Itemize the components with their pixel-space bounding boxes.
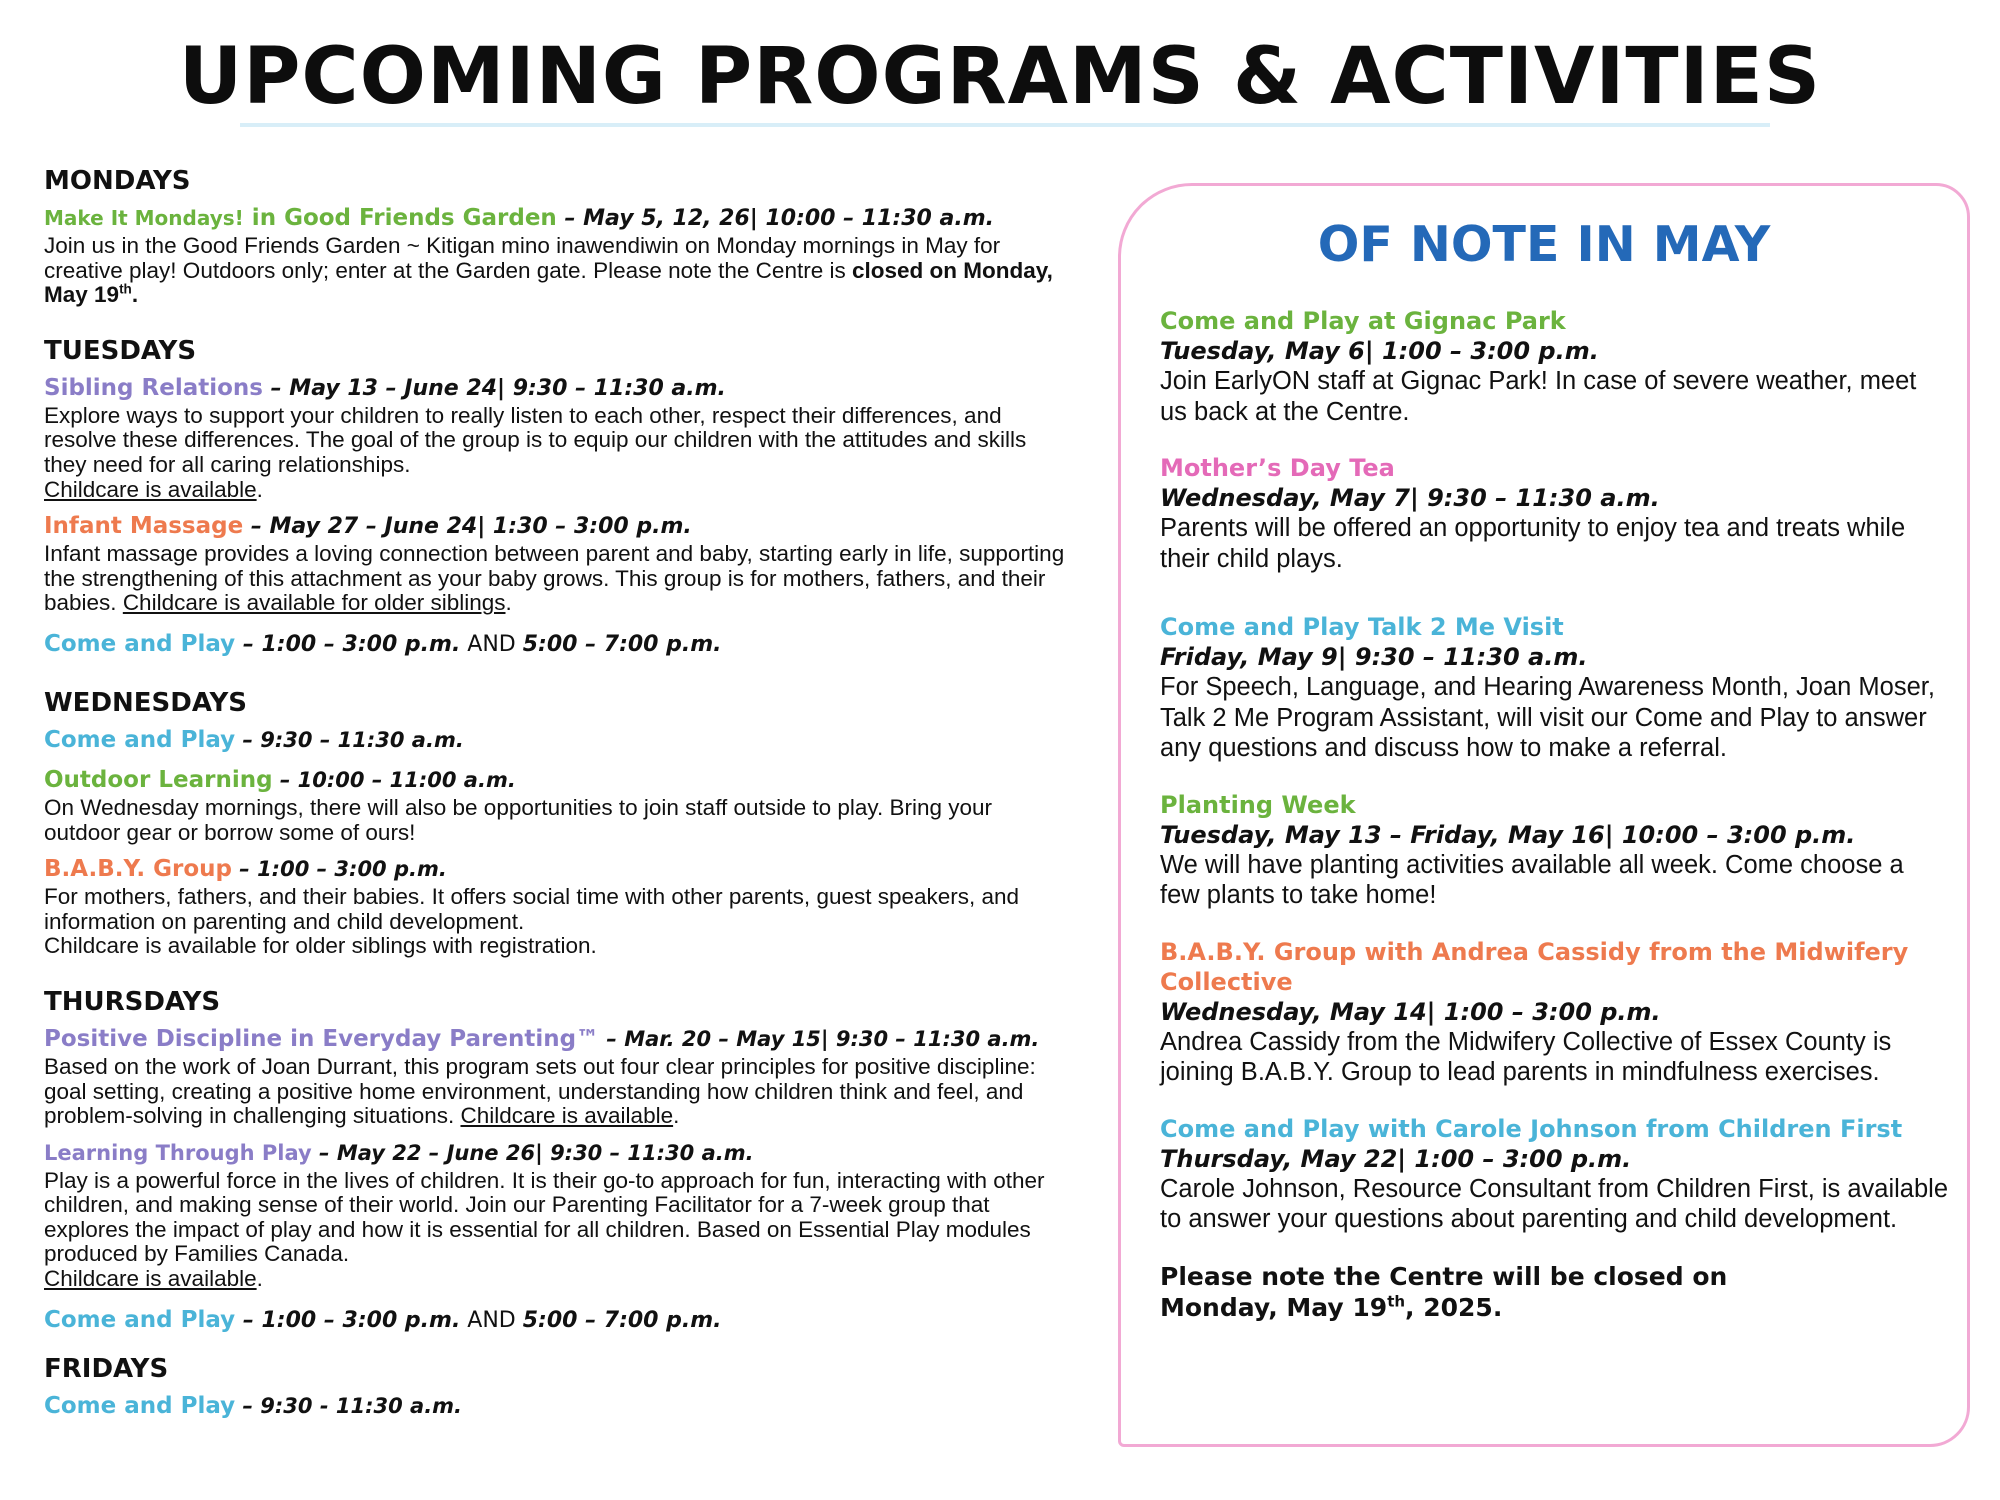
program-come-and-play-wed xyxy=(44,724,1074,756)
program-date: – May 5, 12, 26| 10:00 – 11:30 a.m. xyxy=(556,206,994,231)
note-item-date: Wednesday, May 14| 1:00 – 3:00 p.m. xyxy=(1160,997,1661,1026)
note-item xyxy=(1160,306,1950,427)
note-item-description: Parents will be offered an opportunity to enjoy tea and treats while their child plays. xyxy=(1160,514,1906,573)
program-name: Come and Play xyxy=(44,1306,236,1333)
program-description: Based on the work of Joan Durrant, this program sets out four clear principles for positive discipline: goal setting, creating a positive home environment, understanding how children think and feel, and problem-solving in challenging situations. Childcare is available. xyxy=(44,1053,1036,1129)
program-come-and-play-fri xyxy=(44,1390,1074,1422)
childcare-link[interactable]: Childcare is available for older siblings xyxy=(122,590,506,616)
note-item xyxy=(1160,1114,1950,1235)
program-description: For mothers, fathers, and their babies. It offers social time with other parents, guest speakers, and information on parenting and child development. Childcare is available for older siblings with registration. xyxy=(44,884,1020,959)
title-divider xyxy=(240,123,1770,127)
childcare-link[interactable]: Childcare is available xyxy=(44,476,257,502)
program-date: – May 13 – June 24| 9:30 – 11:30 a.m. xyxy=(262,375,726,401)
page-title: UPCOMING PROGRAMS & ACTIVITIES xyxy=(178,32,1822,122)
note-item xyxy=(1160,453,1950,574)
program-learning-through-play xyxy=(44,1137,1074,1292)
program-infant-massage xyxy=(44,510,1074,616)
day-heading-tuesdays: TUESDAYS xyxy=(44,335,197,366)
program-name: Positive Discipline in Everyday Parenting™ xyxy=(44,1025,600,1052)
program-date: – 9:30 - 11:30 a.m. xyxy=(235,1393,463,1418)
program-name: Sibling Relations xyxy=(44,374,263,401)
program-date: – May 27 – June 24| 1:30 – 3:00 p.m. xyxy=(243,514,692,540)
program-date: – 1:00 – 3:00 p.m. xyxy=(235,631,461,657)
program-date: – May 22 – June 26| 9:30 – 11:30 a.m. xyxy=(311,1140,754,1165)
weekly-programs xyxy=(44,166,1074,1430)
day-heading-wednesdays: WEDNESDAYS xyxy=(44,687,248,718)
program-come-and-play-tue: Come and Play – 1:00 – 3:00 p.m. AND 5:00 – 7:00 p.m. xyxy=(44,630,722,657)
program-name: Outdoor Learning xyxy=(44,766,273,793)
note-item-description: For Speech, Language, and Hearing Awareness Month, Joan Moser, Talk 2 Me Program Assistant, will visit our Come and Play to answer any questions and discuss how to make a referral. xyxy=(1160,673,1935,762)
note-item-description: Join EarlyON staff at Gignac Park! In case of severe weather, meet us back at the Centre. xyxy=(1160,367,1917,426)
program-date: – 1:00 – 3:00 p.m. xyxy=(231,857,447,882)
program-baby-group xyxy=(44,853,1074,959)
program-name: Come and Play xyxy=(44,726,236,753)
note-item-name: Come and Play Talk 2 Me Visit xyxy=(1160,613,1564,641)
program-description: Infant massage provides a loving connection between parent and baby, starting early in life, supporting the strengthening of this attachment as your baby grows. This group is for mothers, fathers, and their babies. Childcare is available for older siblings. xyxy=(44,541,1065,616)
program-description: Explore ways to support your children to really listen to each other, respect their differences, and resolve these differences. The goal of the group is to equip our children with the attitudes and skills they need for all caring relationships. Childcare is available. xyxy=(44,402,1027,502)
note-item-description: We will have planting activities available all week. Come choose a few plants to take home! xyxy=(1160,850,1904,909)
note-item-description: Carole Johnson, Resource Consultant from Children First, is available to answer your questions about parenting and child development. xyxy=(1160,1174,1949,1233)
note-item xyxy=(1160,937,1950,1088)
day-heading-thursdays: THURSDAYS xyxy=(44,986,221,1017)
program-description: Play is a powerful force in the lives of children. It is their go-to approach for fun, interacting with other children, and making sense of their world. Join our Parenting Facilitator for a 7-week group that explores the impact of play and how it is essential for all children. Based on Essential Play modules produced by Families Canada. Childcare is available. xyxy=(44,1167,1045,1292)
note-item-name: B.A.B.Y. Group with Andrea Cassidy from the Midwifery Collective xyxy=(1160,937,1909,996)
program-name: Learning Through Play xyxy=(44,1140,312,1165)
program-name: Come and Play xyxy=(44,1392,236,1419)
note-item xyxy=(1160,612,1950,764)
note-item-date: Wednesday, May 7| 9:30 – 11:30 a.m. xyxy=(1160,484,1660,512)
program-come-and-play-thu: Come and Play – 1:00 – 3:00 p.m. AND 5:00 – 7:00 p.m. xyxy=(44,1306,722,1333)
program-date: – 1:00 – 3:00 p.m. xyxy=(235,1307,461,1333)
program-name: Come and Play xyxy=(44,630,236,657)
note-item-name: Mother’s Day Tea xyxy=(1160,454,1395,482)
note-item xyxy=(1160,790,1950,911)
program-description: On Wednesday mornings, there will also be opportunities to join staff outside to play. Bring your outdoor gear or borrow some of ours! xyxy=(44,794,993,845)
closure-notice: Please note the Centre will be closed on Monday, May 19th, 2025. xyxy=(1160,1261,1728,1322)
day-heading-fridays: FRIDAYS xyxy=(44,1353,169,1384)
program-description: Join us in the Good Friends Garden ~ Kitigan mino inawendiwin on Monday mornings in May for creative play! Outdoors only; enter at the Garden gate. Please note the Centre is closed on Monday, May 19th. xyxy=(44,233,1053,308)
day-heading-mondays: MONDAYS xyxy=(44,166,191,196)
program-date: – 10:00 – 11:00 a.m. xyxy=(272,767,516,792)
program-name: Make It Mondays! xyxy=(44,206,244,230)
program-outdoor-learning xyxy=(44,764,1074,845)
program-date: – 9:30 – 11:30 a.m. xyxy=(235,727,464,752)
childcare-link[interactable]: Childcare is available xyxy=(460,1103,674,1129)
program-name-suffix: in Good Friends Garden xyxy=(243,205,557,231)
note-item-date: Tuesday, May 13 – Friday, May 16| 10:00 – 3:00 p.m. xyxy=(1160,820,1856,849)
program-date: – Mar. 20 – May 15| 9:30 – 11:30 a.m. xyxy=(599,1026,1040,1051)
note-items xyxy=(1160,306,1950,1323)
program-positive-discipline xyxy=(44,1023,1074,1129)
childcare-link[interactable]: Childcare is available xyxy=(44,1266,257,1292)
program-sibling-relations xyxy=(44,372,1074,502)
note-item-name: Planting Week xyxy=(1160,790,1356,819)
note-item-date: Friday, May 9| 9:30 – 11:30 a.m. xyxy=(1160,643,1588,671)
note-item-name: Come and Play at Gignac Park xyxy=(1160,307,1566,335)
program-name: Infant Massage xyxy=(44,513,244,540)
program-name: B.A.B.Y. Group xyxy=(44,856,232,883)
program-make-it-mondays xyxy=(44,202,1074,308)
note-item-date: Thursday, May 22| 1:00 – 3:00 p.m. xyxy=(1160,1144,1632,1173)
note-item-date: Tuesday, May 6| 1:00 – 3:00 p.m. xyxy=(1160,337,1599,365)
note-item-description: Andrea Cassidy from the Midwifery Collective of Essex County is joining B.A.B.Y. Group to lead parents in mindfulness exercises. xyxy=(1160,1027,1892,1086)
note-item-name: Come and Play with Carole Johnson from Children First xyxy=(1160,1114,1903,1143)
note-title: OF NOTE IN MAY xyxy=(1317,216,1771,273)
